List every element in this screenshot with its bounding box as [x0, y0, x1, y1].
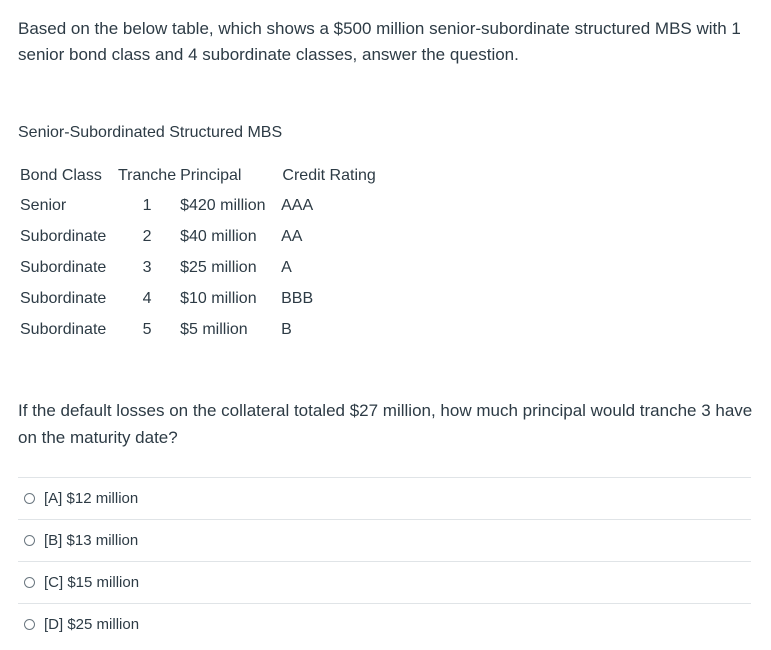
- cell-tranche: 2: [142, 227, 152, 245]
- cell-tranche: 3: [142, 258, 152, 276]
- table-row: [18, 221, 379, 252]
- header-tranche: Tranche: [118, 167, 177, 184]
- radio-button[interactable]: [24, 493, 35, 504]
- cell-credit-rating: A: [281, 258, 292, 276]
- answer-option-d[interactable]: [18, 604, 751, 645]
- cell-bond-class: Senior: [20, 196, 67, 214]
- cell-bond-class: Subordinate: [20, 320, 107, 338]
- cell-principal: $420 million: [180, 196, 266, 214]
- header-principal: Principal: [180, 167, 242, 184]
- radio-button[interactable]: [24, 619, 35, 630]
- question-intro: Based on the below table, which shows a $500 million senior-subordinate structured MBS with 1 senior bond class and 4 subordinate classes, answer the question.: [18, 19, 741, 64]
- answer-label: [A] $12 million: [44, 490, 139, 507]
- table-row: [18, 314, 379, 345]
- table-row: [18, 252, 379, 283]
- header-credit-rating: Credit Rating: [282, 167, 376, 184]
- cell-credit-rating: AAA: [281, 196, 314, 214]
- cell-principal: $25 million: [180, 258, 257, 276]
- answer-label: [B] $13 million: [44, 532, 139, 549]
- cell-bond-class: Subordinate: [20, 227, 107, 245]
- cell-bond-class: Subordinate: [20, 289, 107, 307]
- table-caption: Senior-Subordinated Structured MBS: [18, 124, 283, 141]
- cell-principal: $10 million: [180, 289, 257, 307]
- answer-label: [C] $15 million: [44, 574, 140, 591]
- answer-option-a[interactable]: [18, 478, 751, 520]
- mbs-table: [18, 162, 379, 345]
- cell-tranche: 5: [142, 320, 152, 338]
- cell-credit-rating: B: [281, 320, 292, 338]
- radio-button[interactable]: [24, 535, 35, 546]
- question-text: If the default losses on the collateral totaled $27 million, how much principal would tranche 3 have on the maturity date?: [18, 401, 753, 447]
- cell-credit-rating: AA: [281, 227, 303, 245]
- table-row: [18, 283, 379, 314]
- answer-option-c[interactable]: [18, 562, 751, 604]
- cell-tranche: 4: [142, 289, 152, 307]
- header-bond-class: Bond Class: [20, 167, 102, 184]
- cell-credit-rating: BBB: [281, 289, 314, 307]
- table-header-row: [18, 162, 379, 190]
- cell-tranche: 1: [142, 196, 152, 214]
- answer-label: [D] $25 million: [44, 616, 140, 633]
- cell-bond-class: Subordinate: [20, 258, 107, 276]
- radio-button[interactable]: [24, 577, 35, 588]
- answer-list: [18, 477, 751, 645]
- table-row: [18, 190, 379, 221]
- answer-option-b[interactable]: [18, 520, 751, 562]
- cell-principal: $40 million: [180, 227, 257, 245]
- cell-principal: $5 million: [180, 320, 248, 338]
